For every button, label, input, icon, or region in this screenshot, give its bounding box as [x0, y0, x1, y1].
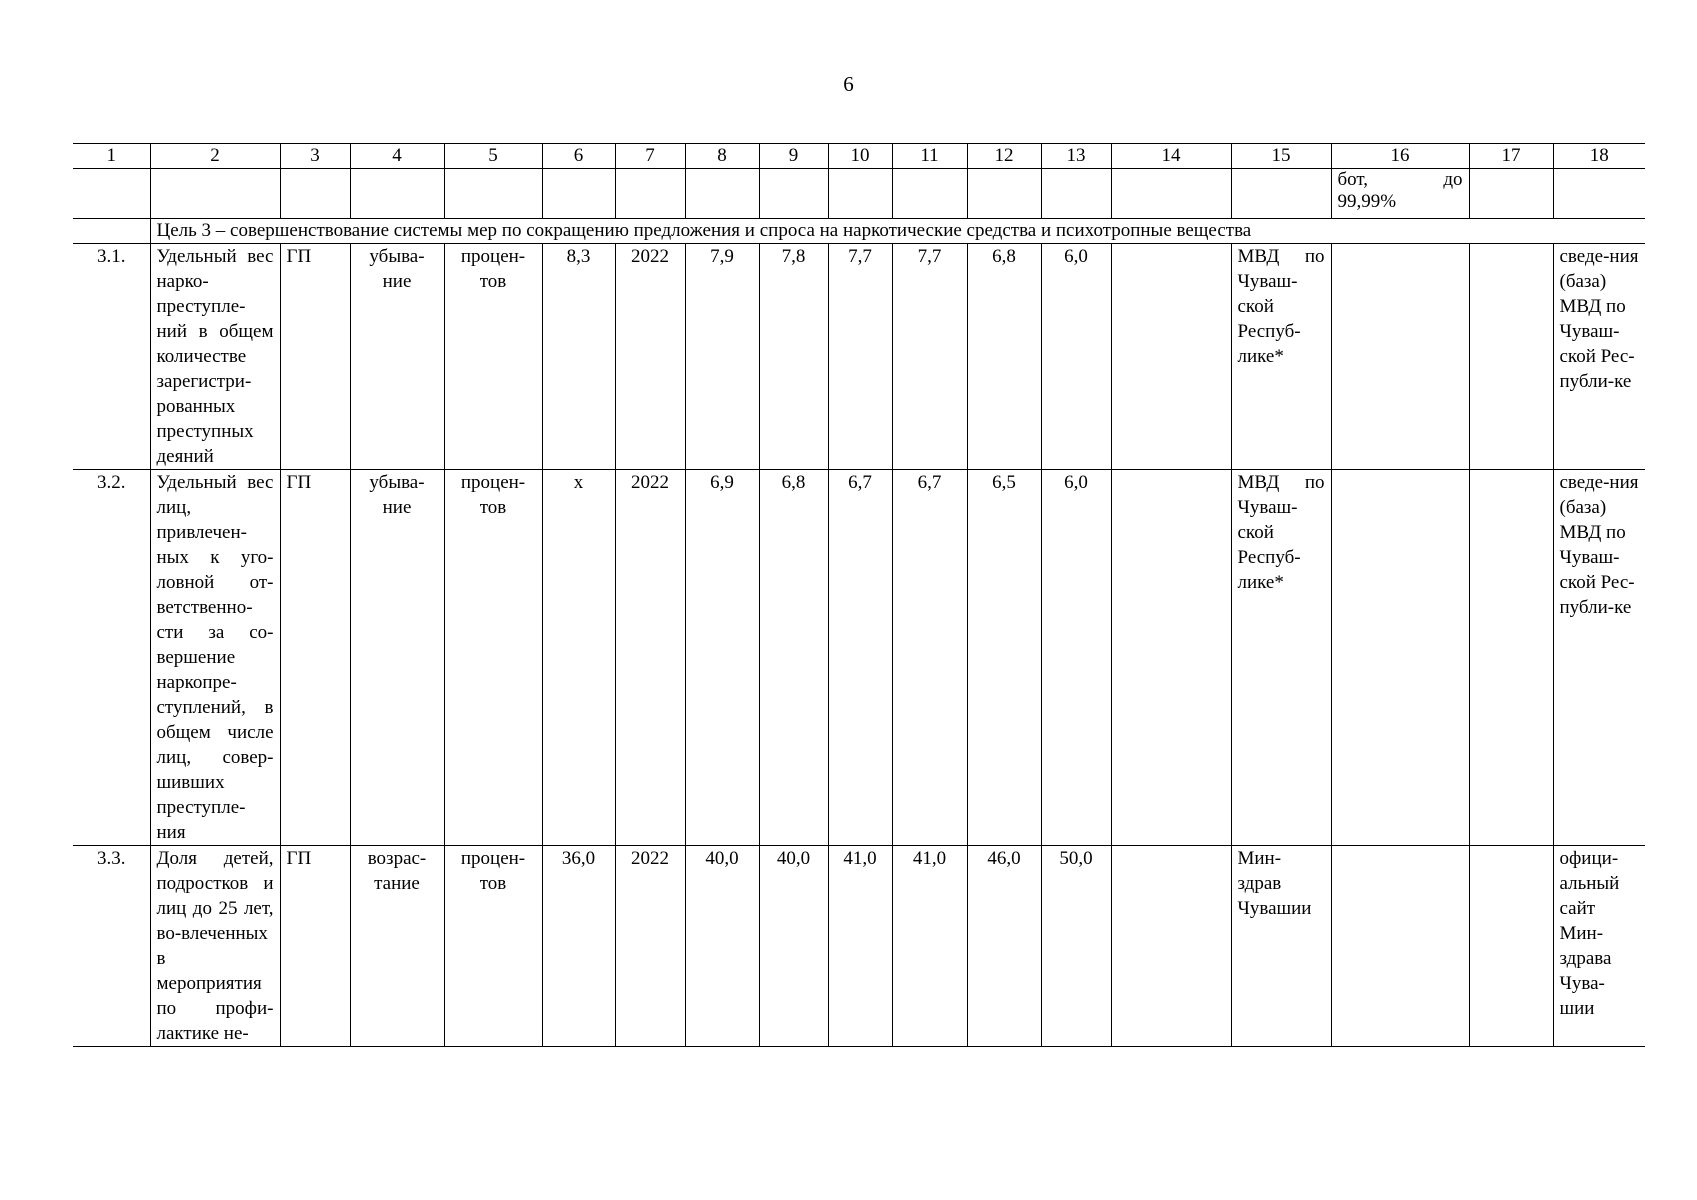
empty-cell [1469, 244, 1553, 470]
table-row [73, 846, 1645, 1047]
column-number: 13 [1041, 144, 1111, 169]
value-cell: 41,0 [892, 846, 967, 1047]
page-number: 6 [843, 72, 854, 96]
column-number-row [73, 144, 1645, 169]
value-cell: 6,0 [1041, 470, 1111, 846]
value-cell: 40,0 [759, 846, 828, 1047]
indicator-unit: процен-тов [444, 846, 542, 1047]
column-number: 7 [615, 144, 685, 169]
value-cell: 6,7 [828, 470, 892, 846]
value-cell: 41,0 [828, 846, 892, 1047]
empty-cell [1331, 244, 1469, 470]
empty-cell [1469, 470, 1553, 846]
base-value: 8,3 [542, 244, 615, 470]
table-row [73, 244, 1645, 470]
continuation-row [73, 169, 1645, 219]
column-number: 9 [759, 144, 828, 169]
indicator-unit: процен-тов [444, 244, 542, 470]
data-source: офици-альный сайт Мин-здрава Чува-шии [1553, 846, 1645, 1047]
empty-cell [1111, 470, 1231, 846]
indicator-unit: процен-тов [444, 470, 542, 846]
column-number: 2 [150, 144, 280, 169]
indicator-level: ГП [280, 846, 350, 1047]
responsible-body: МВД по Чуваш-ской Респуб-лике* [1231, 244, 1331, 470]
column-number: 10 [828, 144, 892, 169]
indicator-trend: возрас-тание [350, 846, 444, 1047]
indicator-level: ГП [280, 244, 350, 470]
goal-heading: Цель 3 – совершенствование системы мер по сокращению предложения и спроса на наркотические средства и психотропные вещества [150, 219, 1645, 244]
value-cell: 6,7 [892, 470, 967, 846]
empty-cell [1111, 244, 1231, 470]
column-number: 16 [1331, 144, 1469, 169]
value-cell: 7,7 [828, 244, 892, 470]
base-year: 2022 [615, 470, 685, 846]
indicator-name: Доля детей, подростков и лиц до 25 лет, во-влеченных в мероприятия по профи-лактике не- [150, 846, 280, 1047]
base-value: 36,0 [542, 846, 615, 1047]
responsible-body: Мин-здрав Чувашии [1231, 846, 1331, 1047]
value-cell: 46,0 [967, 846, 1041, 1047]
empty-cell [1111, 846, 1231, 1047]
responsible-body: МВД по Чуваш-ской Респуб-лике* [1231, 470, 1331, 846]
goal-row [73, 219, 1645, 244]
empty-cell [1469, 846, 1553, 1047]
continuation-cell: бот, до 99,99% [1331, 169, 1469, 219]
value-cell: 40,0 [685, 846, 759, 1047]
value-cell: 6,8 [967, 244, 1041, 470]
row-number: 3.3. [73, 846, 150, 1047]
value-cell: 6,8 [759, 470, 828, 846]
column-number: 8 [685, 144, 759, 169]
value-cell: 7,7 [892, 244, 967, 470]
data-source: сведе-ния (база) МВД по Чуваш-ской Рес-публи-ке [1553, 470, 1645, 846]
column-number: 6 [542, 144, 615, 169]
column-number: 14 [1111, 144, 1231, 169]
indicators-table [73, 143, 1645, 1047]
column-number: 15 [1231, 144, 1331, 169]
column-number: 1 [73, 144, 150, 169]
column-number: 11 [892, 144, 967, 169]
row-number: 3.1. [73, 244, 150, 470]
indicator-level: ГП [280, 470, 350, 846]
indicator-trend: убыва-ние [350, 244, 444, 470]
empty-cell [1331, 470, 1469, 846]
base-value: х [542, 470, 615, 846]
value-cell: 7,9 [685, 244, 759, 470]
indicator-trend: убыва-ние [350, 470, 444, 846]
indicator-name: Удельный вес лиц, привлечен-ных к уго-ловной от-ветственно-сти за со-вершение наркопре-ступлений, в общем числе лиц, совер-шивших преступле-ния [150, 470, 280, 846]
value-cell: 50,0 [1041, 846, 1111, 1047]
column-number: 18 [1553, 144, 1645, 169]
base-year: 2022 [615, 244, 685, 470]
data-source: сведе-ния (база) МВД по Чуваш-ской Рес-публи-ке [1553, 244, 1645, 470]
row-number: 3.2. [73, 470, 150, 846]
value-cell: 6,9 [685, 470, 759, 846]
indicator-name: Удельный вес нарко-преступле-ний в общем количестве зарегистри-рованных преступных деяний [150, 244, 280, 470]
column-number: 17 [1469, 144, 1553, 169]
column-number: 4 [350, 144, 444, 169]
value-cell: 6,0 [1041, 244, 1111, 470]
table-row [73, 470, 1645, 846]
column-number: 5 [444, 144, 542, 169]
value-cell: 6,5 [967, 470, 1041, 846]
base-year: 2022 [615, 846, 685, 1047]
value-cell: 7,8 [759, 244, 828, 470]
column-number: 12 [967, 144, 1041, 169]
empty-cell [1331, 846, 1469, 1047]
column-number: 3 [280, 144, 350, 169]
